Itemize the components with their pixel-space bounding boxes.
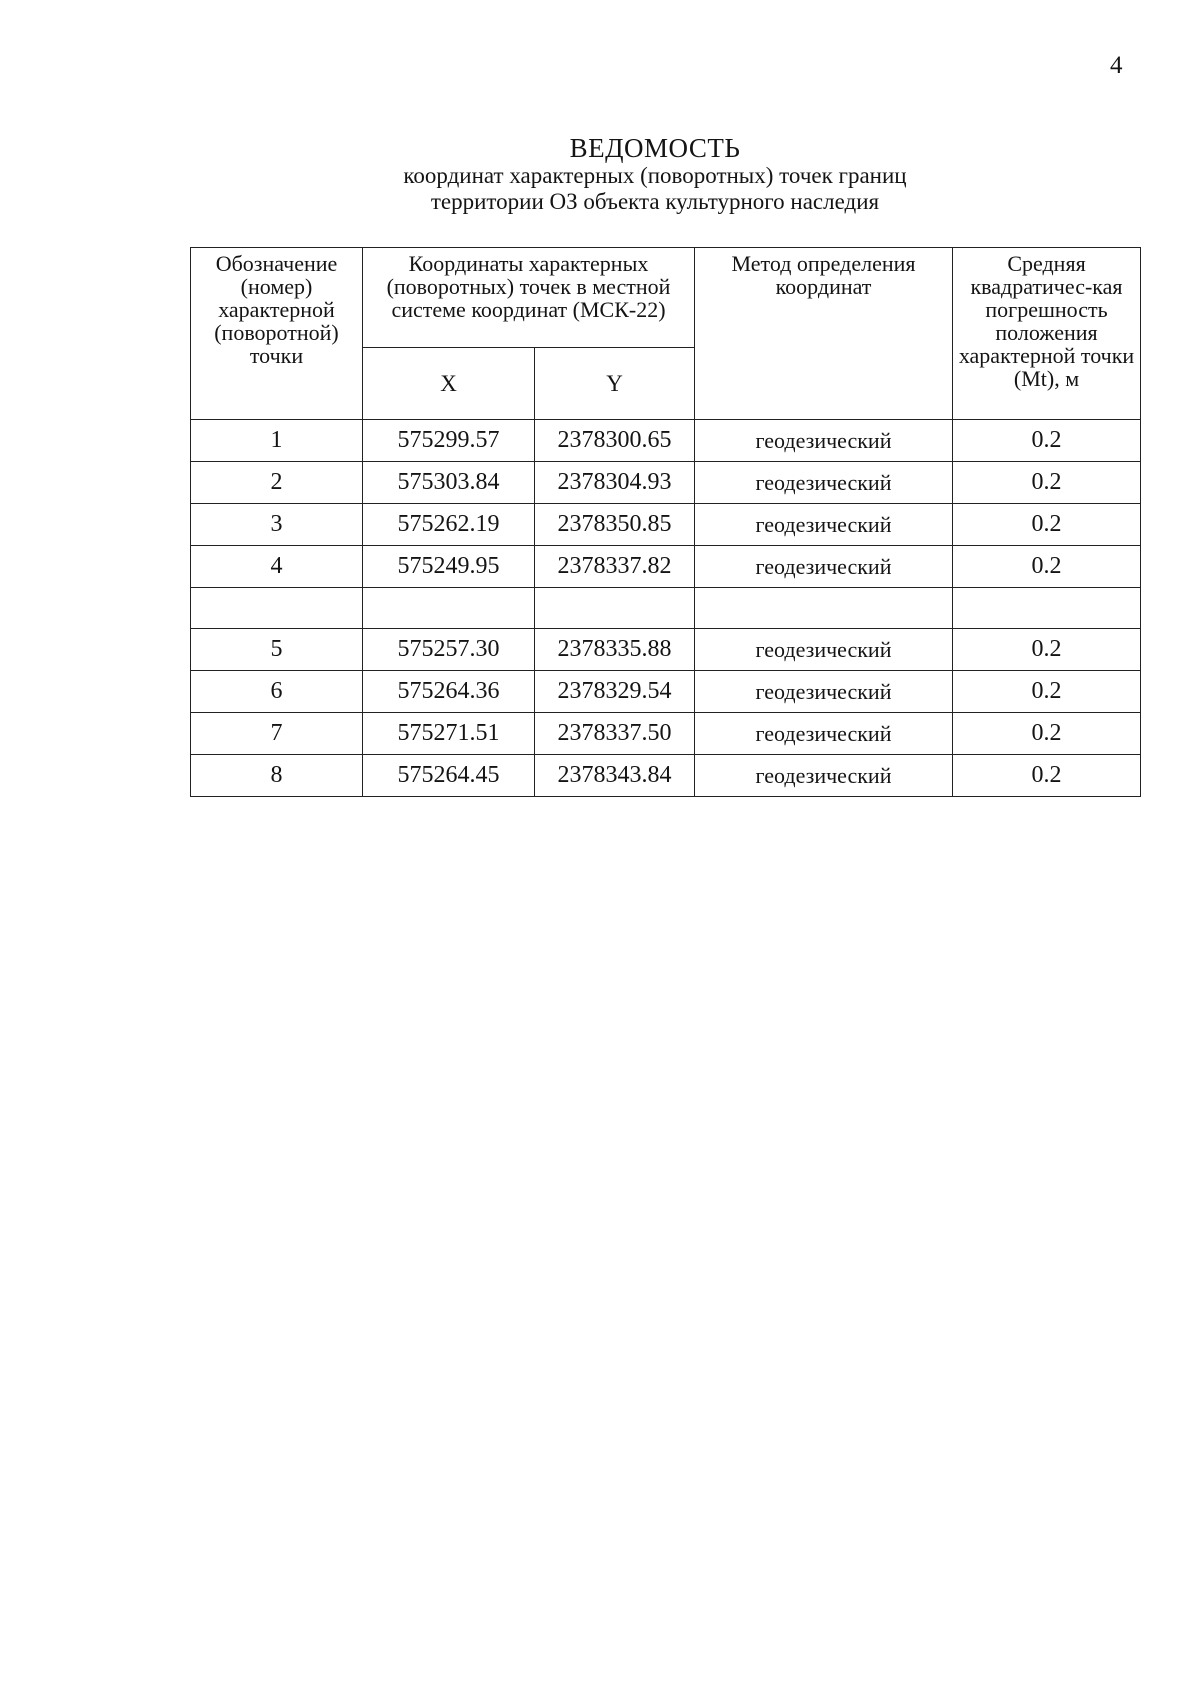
table-row [191,755,1141,797]
cell-y: 2378300.65 [535,420,695,462]
cell-method: геодезический [695,420,953,462]
header-coordinates: Координаты характерных (поворотных) точек в местной системе координат (МСК-22) [363,248,695,348]
cell-point: 8 [191,755,363,797]
cell-y: 2378329.54 [535,671,695,713]
cell-x: 575264.36 [363,671,535,713]
cell-x [363,588,535,629]
table-row [191,546,1141,588]
table-row [191,504,1141,546]
cell-error: 0.2 [953,504,1141,546]
table-row [191,420,1141,462]
cell-error [953,588,1141,629]
cell-x: 575303.84 [363,462,535,504]
cell-method: геодезический [695,546,953,588]
cell-y: 2378343.84 [535,755,695,797]
cell-point: 1 [191,420,363,462]
cell-method [695,588,953,629]
cell-point [191,588,363,629]
cell-y: 2378337.82 [535,546,695,588]
header-point-number: Обозначение (номер) характерной (поворотной) точки [191,248,363,420]
document-subtitle-line-1: координат характерных (поворотных) точек границ [403,163,907,188]
cell-x: 575257.30 [363,629,535,671]
cell-x: 575249.95 [363,546,535,588]
table-row [191,629,1141,671]
cell-x: 575299.57 [363,420,535,462]
table-row [191,462,1141,504]
cell-y: 2378350.85 [535,504,695,546]
coordinates-table [190,247,1141,797]
cell-y: 2378335.88 [535,629,695,671]
cell-error: 0.2 [953,671,1141,713]
cell-error: 0.2 [953,629,1141,671]
document-title: ВЕДОМОСТЬ [569,133,741,163]
header-y: Y [535,348,695,420]
table-row [191,671,1141,713]
cell-point: 6 [191,671,363,713]
header-x: X [363,348,535,420]
cell-x: 575264.45 [363,755,535,797]
cell-method: геодезический [695,504,953,546]
cell-error: 0.2 [953,546,1141,588]
cell-x: 575271.51 [363,713,535,755]
cell-y [535,588,695,629]
cell-point: 2 [191,462,363,504]
cell-point: 3 [191,504,363,546]
cell-error: 0.2 [953,713,1141,755]
document-heading [0,133,1200,215]
cell-point: 4 [191,546,363,588]
cell-method: геодезический [695,629,953,671]
cell-point: 5 [191,629,363,671]
table-row [191,713,1141,755]
document-subtitle-line-2: территории ОЗ объекта культурного наследия [430,189,880,214]
cell-point: 7 [191,713,363,755]
page-number: 4 [1110,52,1123,79]
cell-y: 2378337.50 [535,713,695,755]
table-row-empty [191,588,1141,629]
cell-error: 0.2 [953,755,1141,797]
cell-method: геодезический [695,462,953,504]
cell-error: 0.2 [953,420,1141,462]
header-method: Метод определения координат [695,248,953,420]
cell-y: 2378304.93 [535,462,695,504]
cell-x: 575262.19 [363,504,535,546]
cell-method: геодезический [695,671,953,713]
cell-method: геодезический [695,713,953,755]
cell-method: геодезический [695,755,953,797]
header-error: Средняя квадратичес-кая погрешность положения характерной точки (Mt), м [953,248,1141,420]
cell-error: 0.2 [953,462,1141,504]
